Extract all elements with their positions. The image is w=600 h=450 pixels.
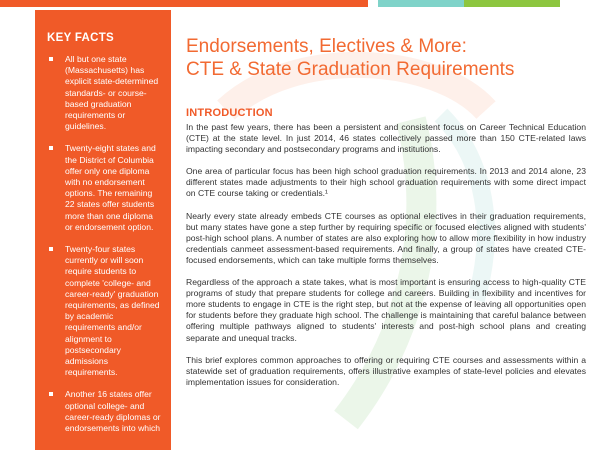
key-fact-text: Twenty-eight states and the District of Columbia offer only one diploma with no endorsement options. The remaining 22 states offer students more than one diploma or endorsement option. — [65, 143, 156, 232]
title-line-1: Endorsements, Electives & More: — [186, 36, 467, 57]
body-paragraph: Nearly every state already embeds CTE courses as optional electives in their graduation requirements, but many states have gone a step further by requiring specific or focused electives aligned with students' post-high school plans. A number of states are also exploring how to allow more flexibility in how industry credentials canmeet assessment-based requirements. And finally, a group of states have created CTE-focused endorsements, which can take multiple forms themselves. — [186, 210, 586, 265]
bullet-square-icon — [49, 392, 53, 396]
section-heading: INTRODUCTION — [186, 107, 273, 119]
key-facts-title: KEY FACTS — [47, 32, 115, 44]
key-fact-text: Another 16 states offer optional college- and career-ready diplomas or endorsements into which — [65, 389, 161, 434]
page-title — [186, 35, 590, 81]
key-fact-item — [47, 54, 161, 132]
key-fact-item — [47, 244, 161, 378]
bullet-square-icon — [49, 247, 53, 251]
main-content — [186, 0, 590, 450]
title-line-2: CTE & State Graduation Requirements — [186, 59, 515, 80]
key-fact-item — [47, 143, 161, 233]
key-fact-text: Twenty-four states currently or will soon require students to complete 'college- and career-ready' graduation requirements, as defined by academic requirements and/or alignment to postsecondary admissions requirements. — [65, 244, 160, 378]
body-paragraph: In the past few years, there has been a persistent and consistent focus on Career Technical Education (CTE) at the state level. In just 2014, 46 states collectively passed more than 150 CTE-related laws impacting secondary and postsecondary programs and institutions. — [186, 122, 586, 155]
body-paragraph: Regardless of the approach a state takes, what is most important is ensuring access to high-quality CTE programs of study that prepare students for college and careers. Building in flexibility and incentives for more students to engage in CTE is the right step, but not at the expense of leaving all opportunities open for students before they graduate high school. The challenge is maintaining that careful balance between offering multiple pathways aligned to students' interests and post-high school plans and creating separate and unequal tracks. — [186, 277, 586, 343]
body-paragraph: This brief explores common approaches to offering or requiring CTE courses and assessments within a statewide set of graduation requirements, offers illustrative examples of state-level policies and elevates implementation issues for consideration. — [186, 354, 586, 387]
bullet-square-icon — [49, 57, 53, 61]
key-fact-text: All but one state (Massachusetts) has explicit state-determined standards- or course-based graduation requirements or guidelines. — [65, 54, 159, 132]
key-facts-sidebar — [35, 10, 171, 450]
body-text — [186, 122, 586, 399]
body-paragraph: One area of particular focus has been high school graduation requirements. In 2013 and 2014 alone, 23 different states made adjustments to their high school graduation requirements with some direct impact on CTE course taking or credentials.¹ — [186, 166, 586, 199]
bullet-square-icon — [49, 146, 53, 150]
key-fact-item — [47, 389, 161, 434]
